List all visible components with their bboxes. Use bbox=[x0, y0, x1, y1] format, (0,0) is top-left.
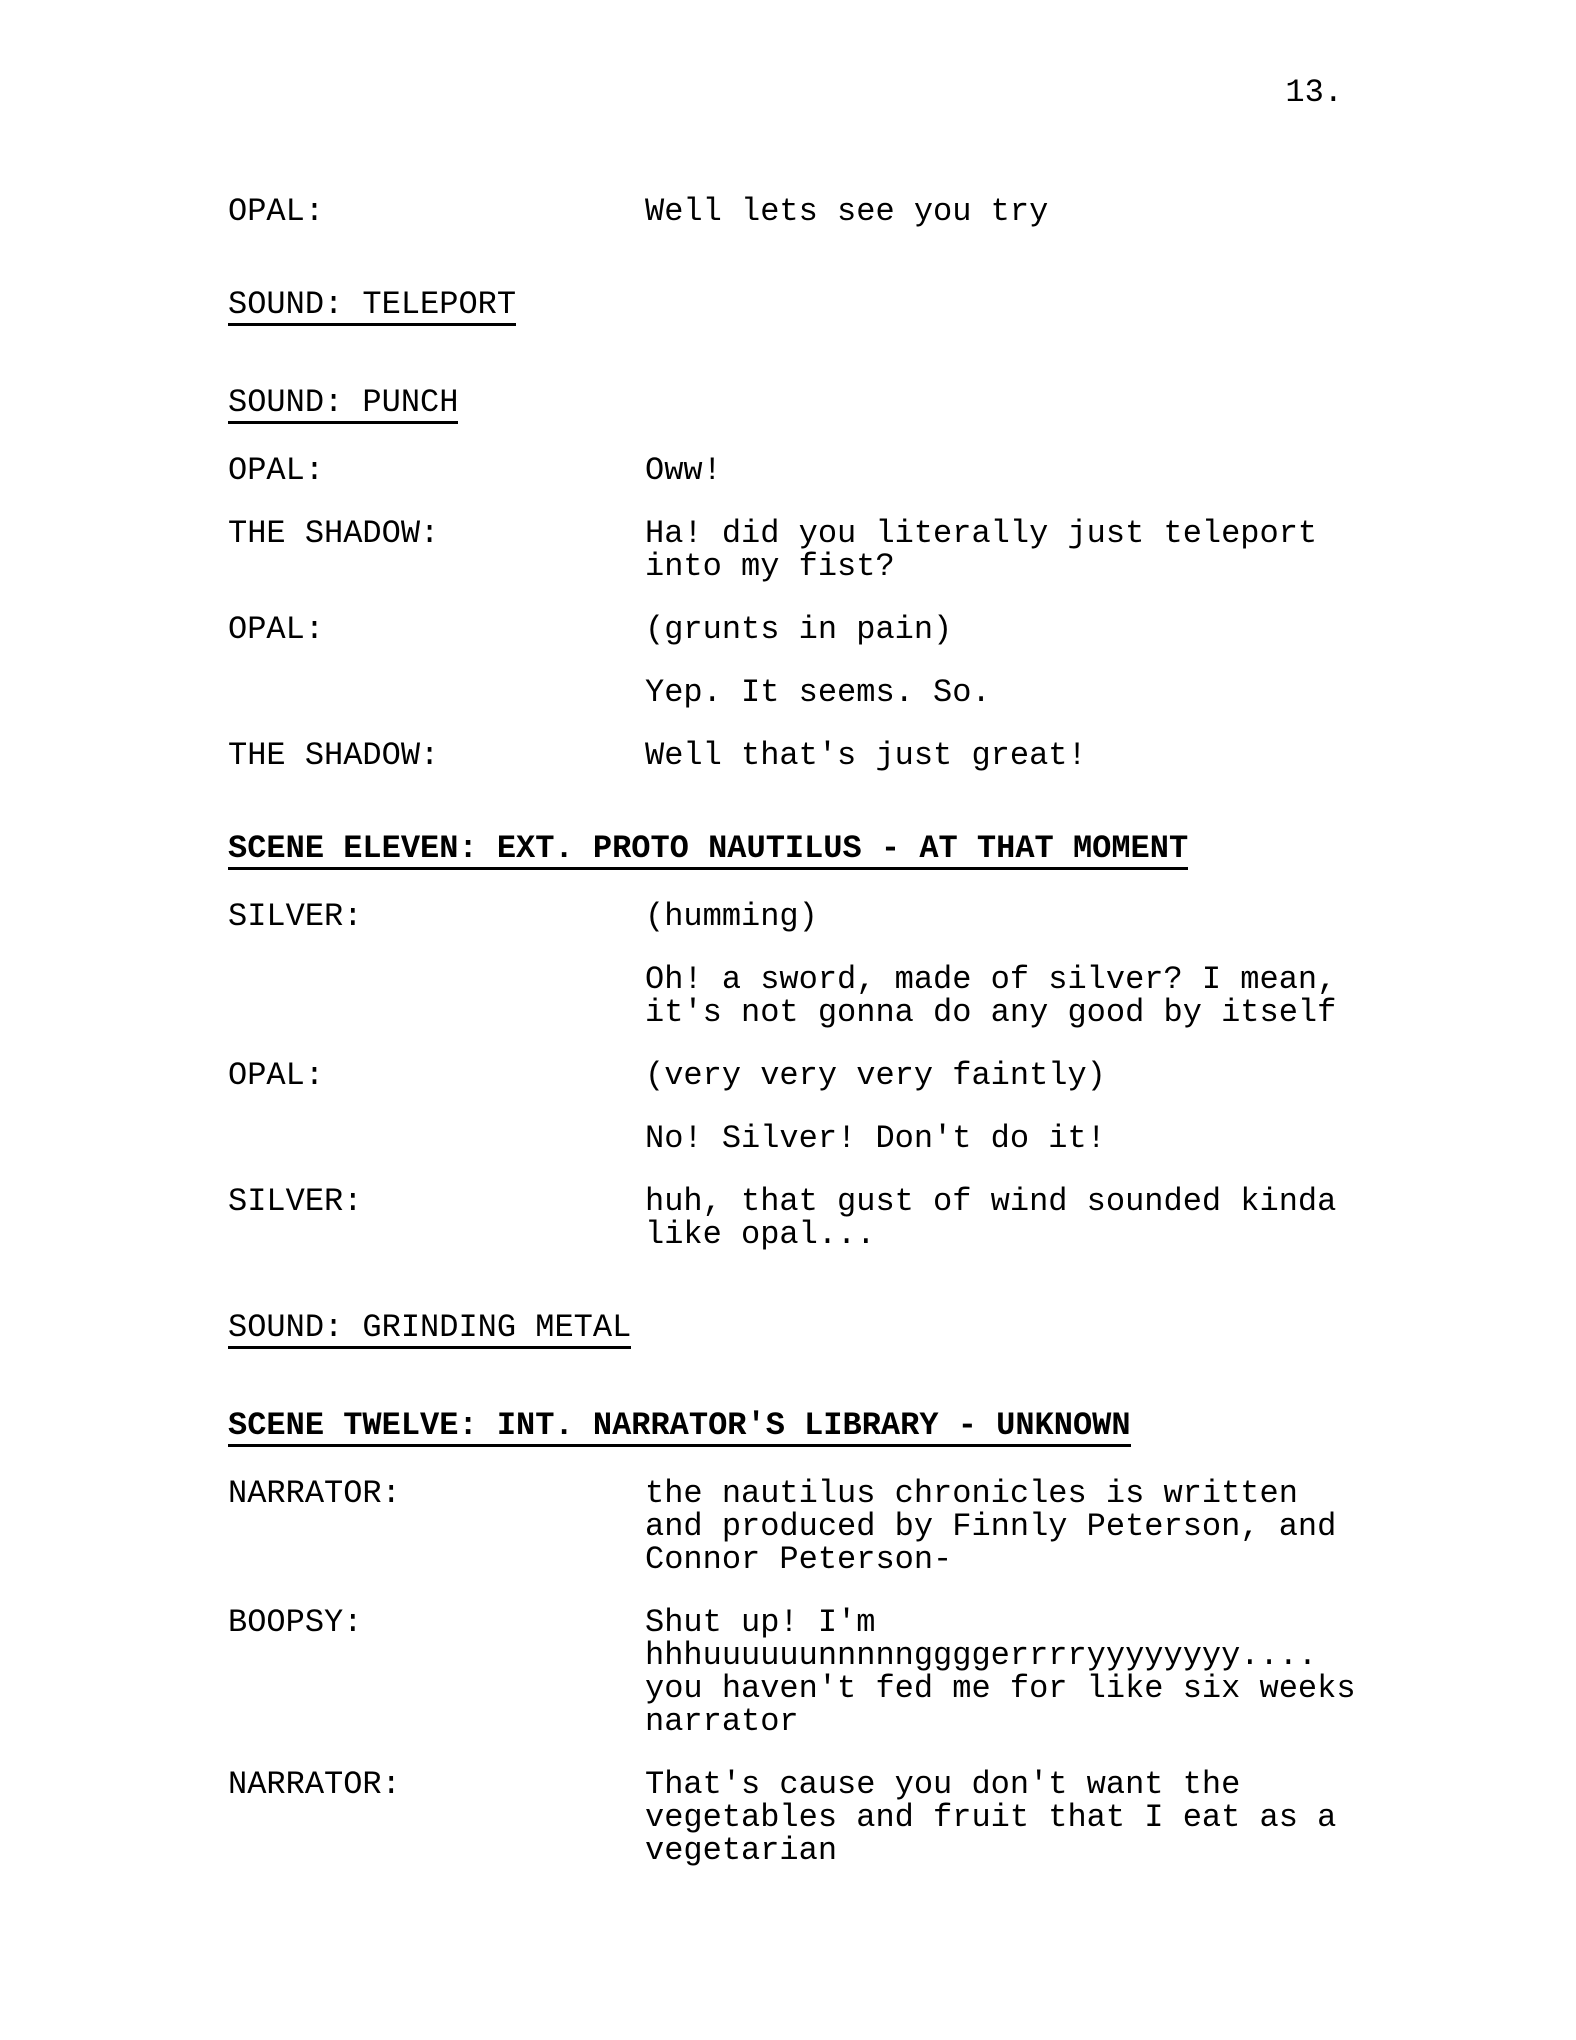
dialogue-block bbox=[228, 1477, 1478, 1576]
dialogue-line: Ha! did you literally just teleport bbox=[645, 515, 1318, 552]
dialogue-lines bbox=[645, 195, 1478, 228]
dialogue-line: No! Silver! Don't do it! bbox=[645, 1120, 1106, 1157]
continuation-block bbox=[228, 963, 1478, 1029]
sound-block bbox=[228, 386, 1478, 424]
scene-heading-text: SCENE ELEVEN: EXT. PROTO NAUTILUS - AT THAT MOMENT bbox=[228, 832, 1188, 870]
dialogue-block bbox=[228, 454, 1478, 487]
dialogue-line: Shut up! I'm bbox=[645, 1604, 876, 1641]
dialogue-lines bbox=[645, 1606, 1478, 1738]
dialogue-block bbox=[228, 195, 1478, 228]
speaker-name: OPAL: bbox=[228, 1057, 325, 1094]
dialogue-lines bbox=[645, 1185, 1478, 1251]
dialogue-line: (very very very faintly) bbox=[645, 1057, 1106, 1094]
dialogue-line: Oww! bbox=[645, 452, 722, 489]
dialogue-line: you haven't fed me for like six weeks bbox=[645, 1670, 1356, 1707]
script-body bbox=[228, 195, 1478, 1897]
dialogue-line: into my fist? bbox=[645, 548, 895, 585]
dialogue-lines bbox=[645, 739, 1478, 772]
dialogue-block bbox=[228, 517, 1478, 583]
speaker-name: SILVER: bbox=[228, 898, 363, 935]
scene-block bbox=[228, 832, 1478, 870]
dialogue-lines bbox=[645, 517, 1478, 583]
dialogue-block bbox=[228, 739, 1478, 772]
dialogue-line: (grunts in pain) bbox=[645, 611, 953, 648]
dialogue-block bbox=[228, 613, 1478, 646]
dialogue-lines bbox=[645, 613, 1478, 646]
scene-heading-text: SCENE TWELVE: INT. NARRATOR'S LIBRARY - UNKNOWN bbox=[228, 1409, 1131, 1447]
dialogue-line: hhhuuuuuunnnnnggggerrrryyyyyyyy.... bbox=[645, 1637, 1318, 1674]
dialogue-line: vegetables and fruit that I eat as a bbox=[645, 1799, 1337, 1836]
dialogue-line: like opal... bbox=[645, 1216, 876, 1253]
dialogue-lines bbox=[645, 1122, 1478, 1155]
dialogue-line: narrator bbox=[645, 1703, 799, 1740]
dialogue-line: (humming) bbox=[645, 898, 818, 935]
dialogue-line: Connor Peterson- bbox=[645, 1541, 953, 1578]
dialogue-line: Oh! a sword, made of silver? I mean, bbox=[645, 961, 1337, 998]
speaker-name: OPAL: bbox=[228, 611, 325, 648]
speaker-name: OPAL: bbox=[228, 193, 325, 230]
dialogue-lines bbox=[645, 963, 1478, 1029]
dialogue-lines bbox=[645, 676, 1478, 709]
speaker-name: BOOPSY: bbox=[228, 1604, 363, 1641]
dialogue-block bbox=[228, 1768, 1478, 1867]
continuation-block bbox=[228, 1122, 1478, 1155]
dialogue-line: Well that's just great! bbox=[645, 737, 1087, 774]
speaker-name: THE SHADOW: bbox=[228, 515, 440, 552]
dialogue-line: Yep. It seems. So. bbox=[645, 674, 991, 711]
dialogue-line: huh, that gust of wind sounded kinda bbox=[645, 1183, 1337, 1220]
sound-block bbox=[228, 1311, 1478, 1349]
dialogue-block bbox=[228, 1059, 1478, 1092]
dialogue-block bbox=[228, 900, 1478, 933]
dialogue-lines bbox=[645, 1059, 1478, 1092]
sound-cue-text: SOUND: TELEPORT bbox=[228, 288, 516, 326]
dialogue-line: That's cause you don't want the bbox=[645, 1766, 1241, 1803]
dialogue-line: Well lets see you try bbox=[645, 193, 1049, 230]
dialogue-line: and produced by Finnly Peterson, and bbox=[645, 1508, 1337, 1545]
dialogue-lines bbox=[645, 1768, 1478, 1867]
speaker-name: SILVER: bbox=[228, 1183, 363, 1220]
speaker-name: NARRATOR: bbox=[228, 1475, 401, 1512]
dialogue-lines bbox=[645, 454, 1478, 487]
speaker-name: NARRATOR: bbox=[228, 1766, 401, 1803]
speaker-name: THE SHADOW: bbox=[228, 737, 440, 774]
dialogue-lines bbox=[645, 1477, 1478, 1576]
sound-cue-text: SOUND: PUNCH bbox=[228, 386, 458, 424]
continuation-block bbox=[228, 676, 1478, 709]
scene-block bbox=[228, 1409, 1478, 1447]
dialogue-block bbox=[228, 1606, 1478, 1738]
speaker-name: OPAL: bbox=[228, 452, 325, 489]
dialogue-block bbox=[228, 1185, 1478, 1251]
page-number: 13. bbox=[1285, 74, 1343, 111]
dialogue-lines bbox=[645, 900, 1478, 933]
dialogue-line: the nautilus chronicles is written bbox=[645, 1475, 1298, 1512]
dialogue-line: vegetarian bbox=[645, 1832, 838, 1869]
sound-block bbox=[228, 288, 1478, 326]
sound-cue-text: SOUND: GRINDING METAL bbox=[228, 1311, 631, 1349]
dialogue-line: it's not gonna do any good by itself bbox=[645, 994, 1337, 1031]
